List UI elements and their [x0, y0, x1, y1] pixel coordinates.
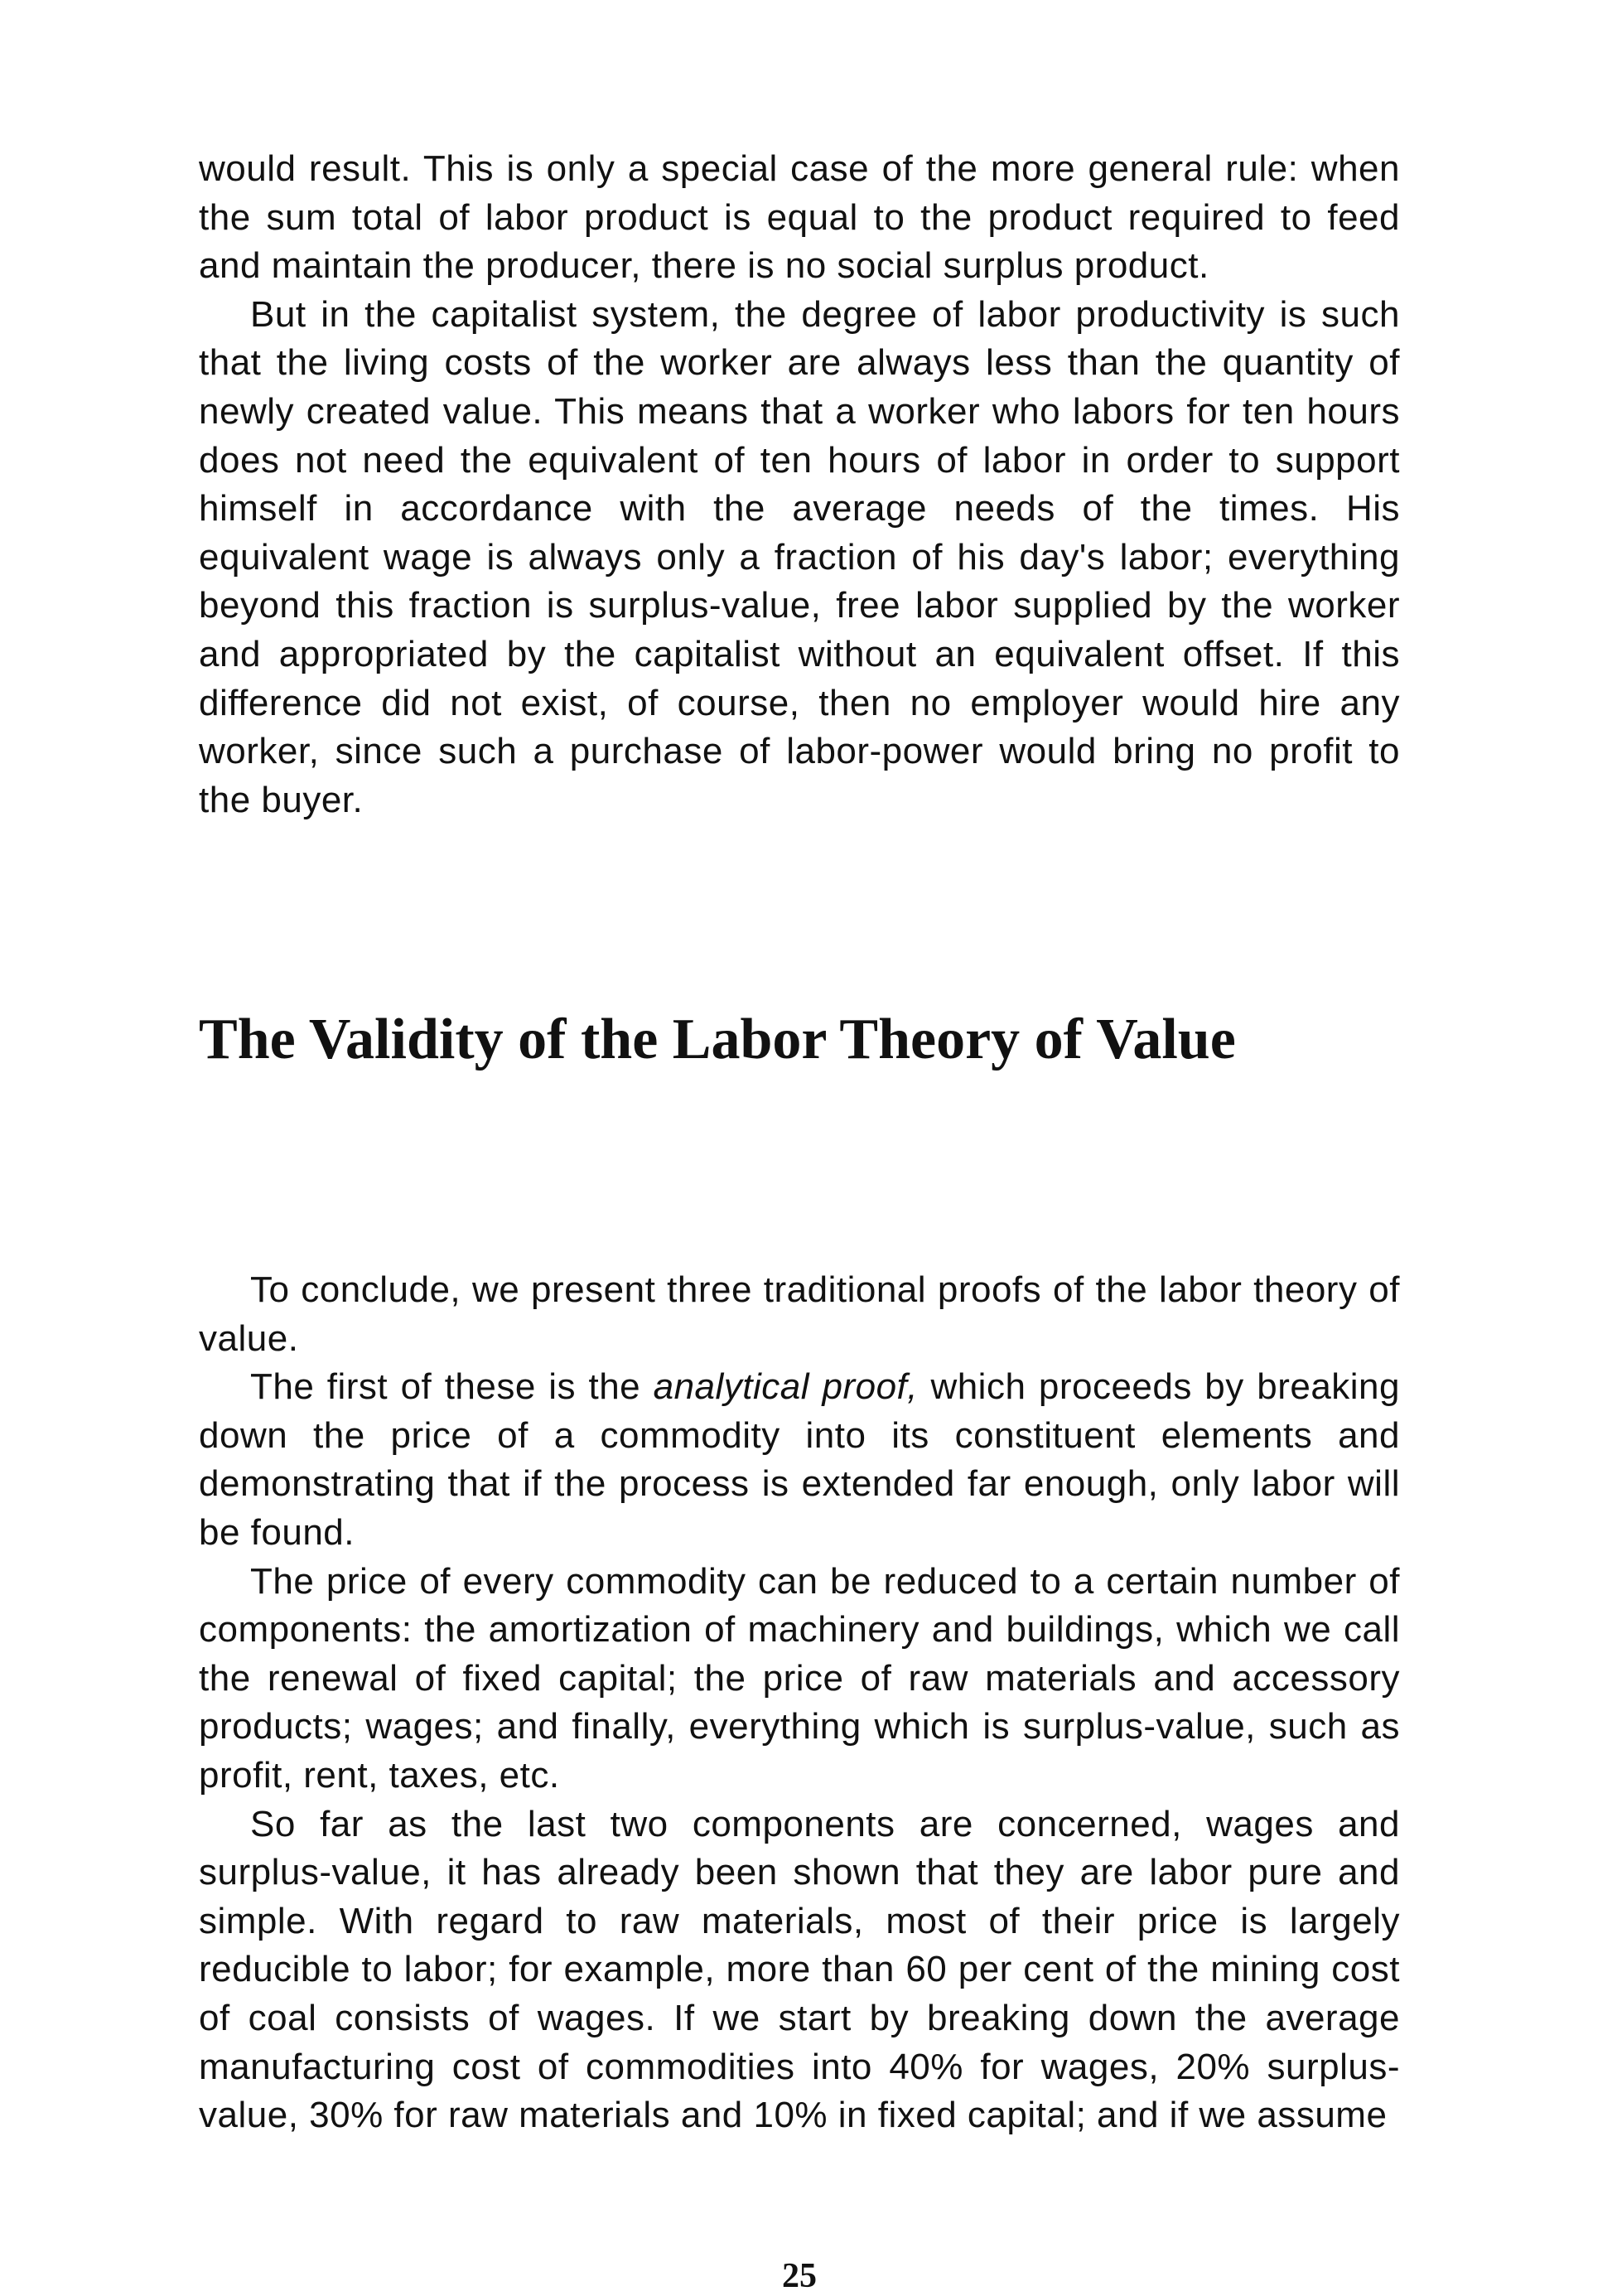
- analytical-proof-rest: which proceeds by breaking down the price of a commodity into its constituent elements and demonstrating that if the process is extended far enough, only labor will be found.: [199, 1366, 1401, 1553]
- paragraph-price-components: The price of every commodity can be reduced to a certain number of components: the amortization of machinery and buildings, which we call the renewal of fixed capital; the price of raw materials and accessory products; wages; and finally, everything which is surplus-value, such as profit, rent, taxes, etc.: [199, 1560, 1400, 1796]
- section-body: [199, 1266, 1400, 2140]
- page-number: 25: [782, 2257, 817, 2295]
- paragraph-continuation: would result. This is only a special case of the more general rule: when the sum total of labor product is equal to the product required to feed and maintain the producer, there is no social surplus product.: [199, 148, 1400, 287]
- book-page: [199, 145, 1401, 2295]
- paragraph-analytical-proof: [199, 1363, 1400, 1557]
- paragraph-wages-surplus: So far as the last two components are concerned, wages and surplus-value, it has already been shown that they are labor pure and simple. With regard to raw materials, most of their price is largely reducible to labor; for example, more than 60 per cent of the mining cost of coal consists of wages. If we start by breaking down the average manufacturing cost of commodities into 40% for wages, 20% surplus-value, 30% for raw materials and 10% in fixed capital; and if we assume: [199, 1803, 1400, 2136]
- analytical-proof-intro: The first of these is the: [250, 1366, 654, 1408]
- section-heading: The Validity of the Labor Theory of Value: [199, 1008, 1236, 1071]
- analytical-proof-term: analytical proof,: [653, 1366, 918, 1408]
- paragraph-conclude: To conclude, we present three traditional proofs of the labor theory of value.: [199, 1269, 1400, 1359]
- paragraph-capitalist-system: But in the capitalist system, the degree of labor productivity is such that the living costs of the worker are always less than the quantity of newly created value. This means that a worker who labors for ten hours does not need the equivalent of ten hours of labor in order to support himself in accordance with the average needs of the times. His equivalent wage is always only a fraction of his day's labor; everything beyond this fraction is surplus-value, free labor supplied by the worker and appropriated by the capitalist without an equivalent offset. If this difference did not exist, of course, then no employer would hire any worker, since such a purchase of labor-power would bring no profit to the buyer.: [199, 293, 1400, 820]
